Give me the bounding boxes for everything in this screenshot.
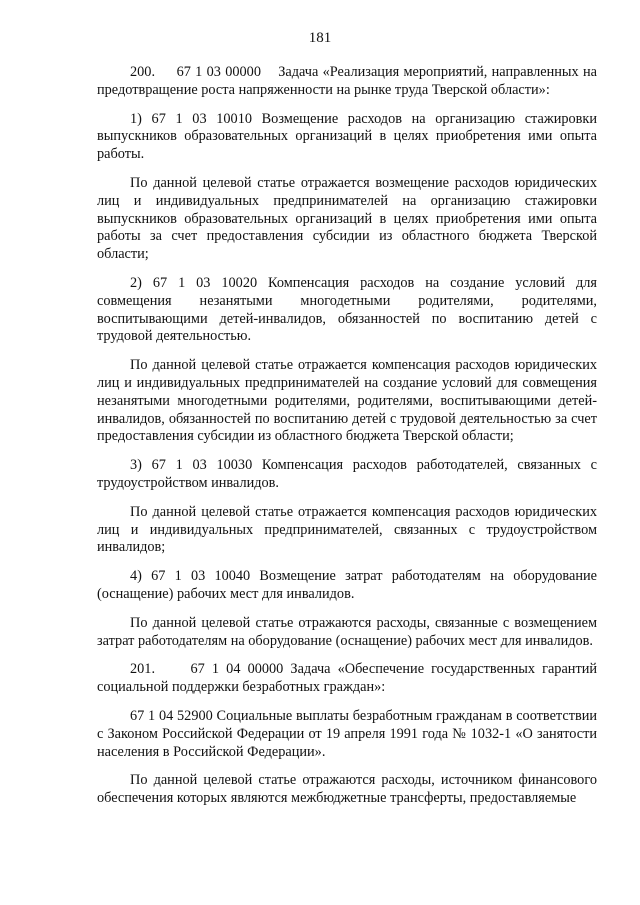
paragraph-desc-10030: По данной целевой статье отражается компенсация расходов юридических лиц и индивидуальных предпринимателей, связанных с трудоустройством инвалидов;	[97, 503, 597, 556]
paragraph-task-201: 201. 67 1 04 00000 Задача «Обеспечение государственных гарантий социальной поддержки безработных граждан»:	[97, 661, 597, 696]
document-body	[97, 64, 597, 819]
paragraph-desc-10040: По данной целевой статье отражаются расходы, связанные с возмещением затрат работодателям на оборудование (оснащение) рабочих мест для инвалидов.	[97, 614, 597, 649]
paragraph-item-52900: 67 1 04 52900 Социальные выплаты безработным гражданам в соответствии с Законом Российской Федерации от 19 апреля 1991 года № 1032-1 «О занятости населения в Российской Федерации».	[97, 707, 597, 760]
paragraph-item-10020: 2) 67 1 03 10020 Компенсация расходов на создание условий для совмещения незанятыми многодетными родителями, родителями, воспитывающими детей-инвалидов, обязанностей по воспитанию детей с трудовой деятельностью.	[97, 274, 597, 345]
page-number: 181	[308, 30, 332, 46]
paragraph-desc-10020: По данной целевой статье отражается компенсация расходов юридических лиц и индивидуальных предпринимателей на создание условий для совмещения незанятыми многодетными родителями, родителями, воспитывающими детей-инвалидов, обязанностей по воспитанию детей с трудовой деятельностью за счет предоставления субсидии из областного бюджета Тверской области;	[97, 357, 597, 445]
paragraph-desc-52900: По данной целевой статье отражаются расходы, источником финансового обеспечения которых являются межбюджетные трансферты, предоставляемые	[97, 772, 597, 807]
paragraph-item-10040: 4) 67 1 03 10040 Возмещение затрат работодателям на оборудование (оснащение) рабочих мест для инвалидов.	[97, 568, 597, 602]
paragraph-desc-10010: По данной целевой статье отражается возмещение расходов юридических лиц и индивидуальных предпринимателей на организацию стажировки выпускников образовательных организаций в целях приобретения ими опыта работы за счет предоставления субсидии из областного бюджета Тверской области;	[97, 174, 597, 263]
paragraph-item-10010: 1) 67 1 03 10010 Возмещение расходов на организацию стажировки выпускников образовательных организаций в целях приобретения ими опыта работы.	[97, 110, 597, 163]
paragraph-task-200: 200. 67 1 03 00000 Задача «Реализация мероприятий, направленных на предотвращение роста напряженности на рынке труда Тверской области»:	[97, 64, 597, 98]
paragraph-item-10030: 3) 67 1 03 10030 Компенсация расходов работодателей, связанных с трудоустройством инвалидов.	[97, 457, 597, 491]
